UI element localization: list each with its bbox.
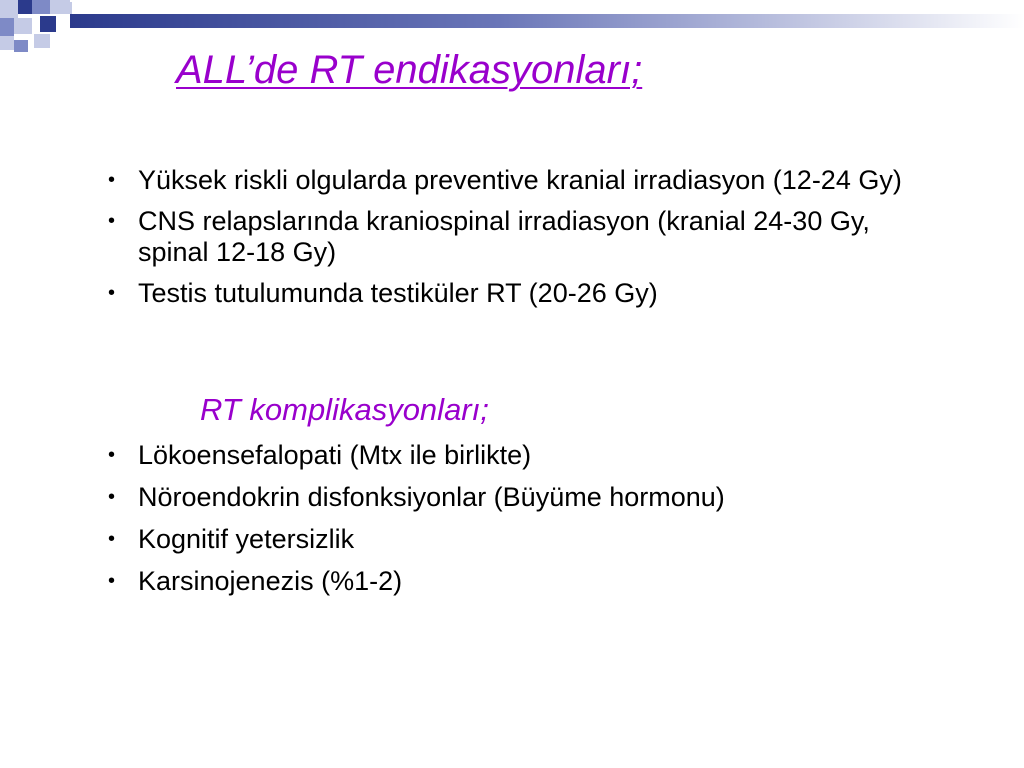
- list-item: [104, 440, 924, 471]
- deco-square: [34, 34, 50, 48]
- deco-square: [14, 18, 32, 34]
- complication-text: Nöroendokrin disfonksiyonlar (Büyüme hormonu): [138, 482, 725, 512]
- list-item: [104, 206, 924, 268]
- complication-text: Karsinojenezis (%1-2): [138, 566, 403, 596]
- complications-list: [104, 440, 924, 608]
- bullet-icon: •: [108, 169, 116, 191]
- complications-heading: RT komplikasyonları;: [200, 392, 489, 427]
- header-gradient-band: [70, 14, 1024, 28]
- deco-square: [18, 0, 32, 14]
- indication-text: Yüksek riskli olgularda preventive kranial irradiasyon (12-24 Gy): [138, 165, 902, 195]
- indication-text: CNS relapslarında kraniospinal irradiasyon (kranial 24-30 Gy, spinal 12-18 Gy): [138, 206, 870, 267]
- deco-square: [0, 0, 18, 18]
- bullet-icon: •: [108, 444, 116, 466]
- list-item: [104, 566, 924, 597]
- slide-title: ALL’de RT endikasyonları;: [176, 48, 643, 92]
- deco-square: [32, 0, 50, 14]
- bullet-icon: •: [108, 486, 116, 508]
- deco-square: [0, 36, 14, 50]
- complication-text: Kognitif yetersizlik: [138, 524, 355, 554]
- complication-text: Lökoensefalopati (Mtx ile birlikte): [138, 440, 532, 470]
- deco-square: [0, 18, 14, 36]
- list-item: [104, 165, 924, 196]
- indications-list: [104, 165, 924, 319]
- list-item: [104, 524, 924, 555]
- deco-square: [40, 16, 56, 32]
- bullet-icon: •: [108, 282, 116, 304]
- list-item: [104, 482, 924, 513]
- indication-text: Testis tutulumunda testiküler RT (20-26 Gy): [138, 278, 658, 308]
- bullet-icon: •: [108, 570, 116, 592]
- list-item: [104, 278, 924, 309]
- deco-square: [14, 40, 28, 52]
- bullet-icon: •: [108, 210, 116, 232]
- deco-square: [60, 2, 72, 14]
- bullet-icon: •: [108, 528, 116, 550]
